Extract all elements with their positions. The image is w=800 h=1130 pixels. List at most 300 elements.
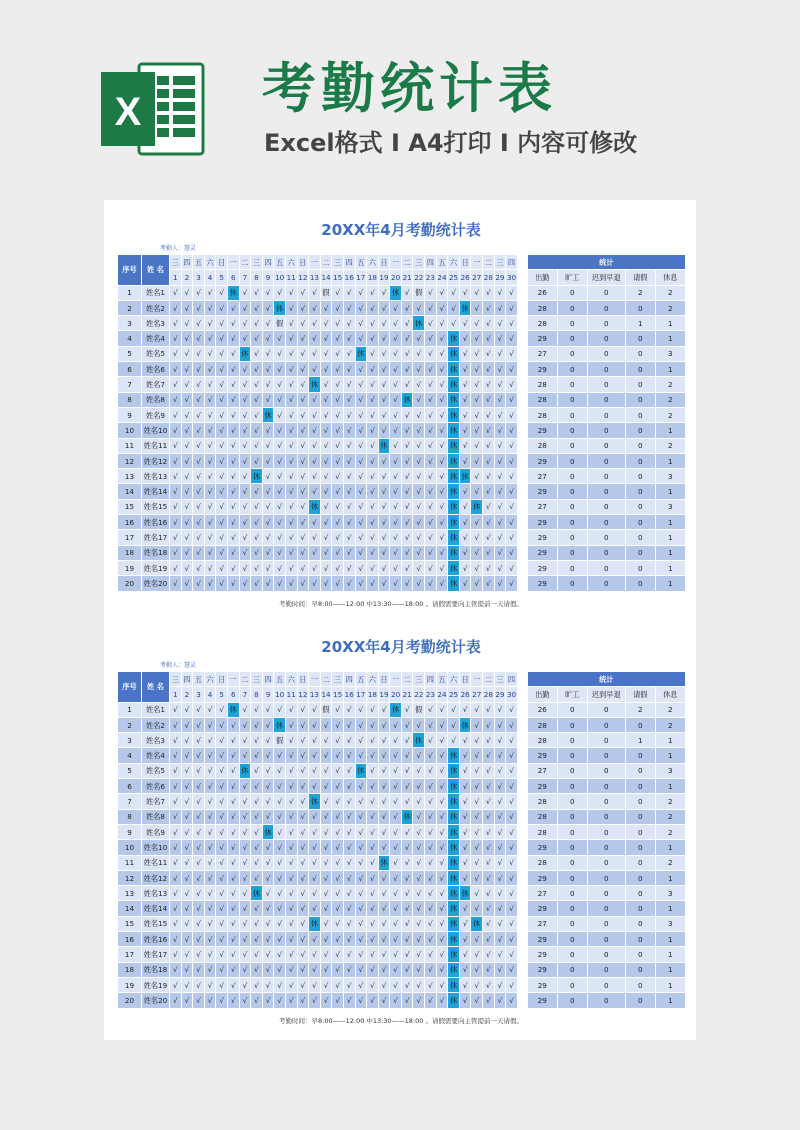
attendance-cell: √ [309, 840, 321, 855]
attendance-cell: √ [332, 702, 344, 717]
stat-cell: 0 [557, 702, 587, 717]
attendance-cell: √ [378, 545, 390, 560]
attendance-cell: √ [459, 560, 471, 575]
attendance-cell: √ [262, 977, 274, 992]
attendance-cell: √ [494, 809, 506, 824]
attendance-cell: √ [459, 392, 471, 407]
stat-cell: 0 [587, 870, 625, 885]
spacer [517, 916, 527, 931]
attendance-cell: √ [170, 362, 182, 377]
spacer [517, 285, 527, 300]
weekday-header: 一 [309, 672, 321, 687]
row-index: 12 [118, 453, 142, 468]
stat-cell: 0 [557, 453, 587, 468]
attendance-cell: 休 [309, 377, 321, 392]
attendance-cell: √ [378, 886, 390, 901]
attendance-cell: √ [343, 717, 355, 732]
attendance-cell: 休 [448, 947, 460, 962]
spacer [517, 346, 527, 361]
attendance-cell: √ [170, 423, 182, 438]
spacer [517, 407, 527, 422]
attendance-cell: √ [459, 962, 471, 977]
attendance-cell: √ [193, 560, 205, 575]
attendance-cell: √ [285, 545, 297, 560]
stat-cell: 28 [527, 794, 557, 809]
attendance-cell: √ [425, 576, 437, 591]
attendance-cell: √ [251, 285, 263, 300]
table-row [118, 499, 686, 514]
attendance-cell: √ [181, 285, 193, 300]
attendance-cell: √ [494, 870, 506, 885]
attendance-cell: √ [494, 702, 506, 717]
attendance-cell: √ [471, 886, 483, 901]
attendance-cell: √ [390, 901, 402, 916]
attendance-cell: √ [355, 316, 367, 331]
attendance-cell: √ [378, 362, 390, 377]
attendance-cell: √ [413, 717, 425, 732]
attendance-cell: √ [494, 779, 506, 794]
attendance-cell: √ [448, 733, 460, 748]
stat-cell: 0 [587, 515, 625, 530]
employee-name: 姓名3 [142, 316, 170, 331]
attendance-cell: √ [297, 316, 309, 331]
attendance-cell: √ [343, 407, 355, 422]
attendance-cell: √ [170, 453, 182, 468]
attendance-cell: √ [494, 392, 506, 407]
attendance-cell: √ [425, 423, 437, 438]
attendance-cell: √ [170, 377, 182, 392]
stat-cell: 0 [557, 962, 587, 977]
attendance-cell: √ [204, 377, 216, 392]
attendance-cell: √ [401, 932, 413, 947]
attendance-cell: √ [471, 794, 483, 809]
attendance-cell: √ [262, 545, 274, 560]
spacer [517, 545, 527, 560]
attendance-cell: √ [425, 484, 437, 499]
excel-logo-icon [101, 62, 205, 156]
day-number-header: 1 [170, 687, 182, 702]
day-number-header: 7 [239, 270, 251, 285]
stat-cell: 0 [587, 285, 625, 300]
attendance-cell: √ [378, 377, 390, 392]
attendance-cell: √ [181, 362, 193, 377]
row-index: 9 [118, 407, 142, 422]
attendance-cell: √ [413, 453, 425, 468]
attendance-cell: √ [367, 977, 379, 992]
stat-cell: 0 [557, 362, 587, 377]
day-number-header: 12 [297, 687, 309, 702]
attendance-cell: √ [378, 331, 390, 346]
attendance-cell: √ [227, 407, 239, 422]
stat-cell: 1 [655, 733, 685, 748]
attendance-cell: √ [378, 453, 390, 468]
attendance-cell: √ [320, 916, 332, 931]
attendance-cell: √ [204, 702, 216, 717]
attendance-cell: √ [274, 763, 286, 778]
stat-cell: 0 [557, 560, 587, 575]
stat-cell: 0 [625, 901, 655, 916]
attendance-cell: √ [251, 977, 263, 992]
attendance-cell: 休 [378, 438, 390, 453]
attendance-cell: √ [251, 901, 263, 916]
attendance-cell: √ [332, 717, 344, 732]
attendance-cell: √ [390, 515, 402, 530]
table-row [118, 824, 686, 839]
attendance-cell: √ [309, 576, 321, 591]
attendance-cell: 休 [262, 407, 274, 422]
spacer [517, 453, 527, 468]
weekday-header: 二 [320, 255, 332, 270]
stat-cell: 0 [625, 947, 655, 962]
attendance-cell: √ [378, 779, 390, 794]
stat-cell: 1 [655, 423, 685, 438]
attendance-cell: √ [285, 377, 297, 392]
attendance-cell: √ [436, 901, 448, 916]
attendance-cell: √ [401, 331, 413, 346]
attendance-cell: 休 [448, 901, 460, 916]
stat-cell: 29 [527, 515, 557, 530]
stat-cell: 0 [587, 977, 625, 992]
attendance-cell: √ [506, 362, 518, 377]
attendance-cell: √ [401, 840, 413, 855]
attendance-cell: √ [251, 855, 263, 870]
table-row [118, 947, 686, 962]
spacer [517, 362, 527, 377]
attendance-cell: √ [227, 392, 239, 407]
attendance-cell: √ [309, 453, 321, 468]
day-number-header: 22 [413, 270, 425, 285]
attendance-cell: √ [204, 362, 216, 377]
attendance-cell: √ [413, 469, 425, 484]
attendance-cell: √ [425, 377, 437, 392]
attendance-cell: √ [274, 809, 286, 824]
attendance-cell: √ [285, 870, 297, 885]
attendance-cell: √ [227, 794, 239, 809]
attendance-cell: √ [181, 809, 193, 824]
attendance-cell: √ [390, 840, 402, 855]
attendance-cell: √ [355, 392, 367, 407]
attendance-cell: √ [378, 499, 390, 514]
attendance-cell: √ [506, 469, 518, 484]
attendance-cell: √ [239, 576, 251, 591]
attendance-cell: √ [297, 763, 309, 778]
attendance-cell: √ [413, 962, 425, 977]
stat-cell: 0 [625, 794, 655, 809]
attendance-cell: √ [343, 346, 355, 361]
stat-cell: 1 [655, 993, 685, 1008]
row-index: 11 [118, 855, 142, 870]
weekday-header: 一 [390, 672, 402, 687]
attendance-cell: √ [483, 285, 495, 300]
attendance-cell: √ [297, 346, 309, 361]
attendance-cell: √ [216, 300, 228, 315]
attendance-cell: √ [401, 362, 413, 377]
attendance-cell: √ [367, 515, 379, 530]
attendance-cell: √ [285, 469, 297, 484]
day-number-header: 11 [285, 687, 297, 702]
attendance-cell: √ [170, 870, 182, 885]
attendance-cell: √ [378, 824, 390, 839]
attendance-cell: √ [274, 285, 286, 300]
attendance-cell: √ [170, 560, 182, 575]
attendance-cell: √ [216, 484, 228, 499]
attendance-cell: √ [309, 763, 321, 778]
attendance-cell: √ [297, 423, 309, 438]
table-row [118, 702, 686, 717]
attendance-cell: √ [413, 560, 425, 575]
attendance-cell: √ [285, 840, 297, 855]
attendance-cell: √ [181, 576, 193, 591]
attendance-cell: √ [170, 916, 182, 931]
day-number-header: 1 [170, 270, 182, 285]
attendance-cell: √ [483, 733, 495, 748]
stat-cell: 0 [625, 423, 655, 438]
attendance-cell: √ [297, 484, 309, 499]
attendance-cell: √ [251, 392, 263, 407]
spacer [517, 779, 527, 794]
attendance-cell: √ [506, 993, 518, 1008]
weekday-header: 二 [483, 255, 495, 270]
attendance-cell: √ [251, 438, 263, 453]
attendance-cell: √ [425, 499, 437, 514]
attendance-cell: √ [274, 993, 286, 1008]
stat-cell: 3 [655, 886, 685, 901]
page-title: 考勤统计表 [262, 57, 557, 120]
stat-cell: 0 [557, 824, 587, 839]
table-row [118, 362, 686, 377]
attendance-cell: √ [262, 993, 274, 1008]
table-row [118, 560, 686, 575]
attendance-cell: √ [262, 438, 274, 453]
stat-cell: 0 [557, 392, 587, 407]
attendance-cell: √ [274, 840, 286, 855]
attendance-cell: √ [332, 300, 344, 315]
attendance-cell: √ [262, 779, 274, 794]
stat-cell: 0 [625, 993, 655, 1008]
row-index: 20 [118, 576, 142, 591]
attendance-cell: √ [251, 702, 263, 717]
attendance-cell: √ [193, 484, 205, 499]
attendance-cell: √ [193, 346, 205, 361]
attendance-cell: √ [378, 962, 390, 977]
attendance-cell: √ [425, 733, 437, 748]
checker-label: 考勤人：慧灵 [160, 662, 197, 669]
attendance-cell: √ [459, 916, 471, 931]
attendance-cell: √ [390, 763, 402, 778]
weekday-header: 五 [274, 672, 286, 687]
attendance-cell: √ [413, 423, 425, 438]
stat-cell: 0 [557, 438, 587, 453]
stat-cell: 0 [557, 763, 587, 778]
attendance-cell: √ [320, 717, 332, 732]
day-number-header: 17 [355, 270, 367, 285]
attendance-cell: 休 [378, 855, 390, 870]
day-number-header: 13 [309, 687, 321, 702]
stat-label-header: 迟到早退 [587, 270, 625, 285]
attendance-cell: √ [181, 916, 193, 931]
day-number-header: 18 [367, 270, 379, 285]
employee-name: 姓名5 [142, 346, 170, 361]
attendance-cell: √ [297, 362, 309, 377]
spacer [517, 947, 527, 962]
attendance-cell: √ [320, 947, 332, 962]
attendance-cell: √ [367, 840, 379, 855]
attendance-cell: √ [413, 392, 425, 407]
spacer [517, 576, 527, 591]
attendance-cell: √ [216, 993, 228, 1008]
attendance-cell: √ [309, 932, 321, 947]
attendance-cell: √ [436, 499, 448, 514]
day-number-header: 3 [193, 687, 205, 702]
stat-cell: 27 [527, 916, 557, 931]
attendance-cell: 休 [448, 794, 460, 809]
stat-cell: 0 [625, 855, 655, 870]
attendance-cell: √ [506, 916, 518, 931]
attendance-cell: √ [355, 453, 367, 468]
employee-name: 姓名2 [142, 300, 170, 315]
spacer [517, 855, 527, 870]
attendance-cell: √ [506, 932, 518, 947]
stat-cell: 0 [587, 392, 625, 407]
stat-cell: 1 [655, 362, 685, 377]
attendance-cell: √ [274, 530, 286, 545]
attendance-cell: √ [343, 748, 355, 763]
attendance-cell: √ [401, 545, 413, 560]
attendance-cell: √ [378, 794, 390, 809]
stat-cell: 0 [587, 809, 625, 824]
attendance-cell: √ [239, 870, 251, 885]
attendance-cell: √ [320, 794, 332, 809]
attendance-cell: √ [413, 901, 425, 916]
attendance-cell: √ [471, 748, 483, 763]
attendance-cell: √ [262, 576, 274, 591]
attendance-cell: √ [459, 423, 471, 438]
attendance-cell: √ [262, 423, 274, 438]
weekday-header: 五 [436, 672, 448, 687]
attendance-cell: √ [239, 469, 251, 484]
attendance-cell: √ [181, 331, 193, 346]
attendance-cell: √ [216, 423, 228, 438]
stat-cell: 0 [557, 407, 587, 422]
attendance-cell: √ [332, 733, 344, 748]
weekday-header: 四 [262, 672, 274, 687]
attendance-cell: √ [170, 545, 182, 560]
attendance-cell: √ [413, 977, 425, 992]
day-number-header: 10 [274, 687, 286, 702]
attendance-cell: √ [227, 901, 239, 916]
attendance-cell: √ [239, 993, 251, 1008]
stat-cell: 0 [557, 331, 587, 346]
weekday-header: 一 [227, 255, 239, 270]
day-number-header: 18 [367, 687, 379, 702]
attendance-cell: √ [483, 932, 495, 947]
employee-name: 姓名3 [142, 733, 170, 748]
attendance-cell: √ [170, 779, 182, 794]
attendance-cell: √ [483, 809, 495, 824]
spacer [517, 377, 527, 392]
stat-cell: 0 [625, 717, 655, 732]
row-index: 15 [118, 916, 142, 931]
attendance-cell: √ [378, 870, 390, 885]
stat-cell: 0 [625, 962, 655, 977]
attendance-cell: √ [436, 932, 448, 947]
attendance-cell: √ [390, 932, 402, 947]
attendance-cell: √ [204, 962, 216, 977]
day-number-header: 5 [216, 687, 228, 702]
attendance-cell: √ [401, 316, 413, 331]
attendance-cell: √ [170, 794, 182, 809]
table-row [118, 331, 686, 346]
attendance-cell: √ [425, 530, 437, 545]
attendance-cell: √ [483, 484, 495, 499]
attendance-cell: 休 [274, 300, 286, 315]
attendance-cell: √ [483, 993, 495, 1008]
weekday-header: 四 [181, 672, 193, 687]
attendance-cell: √ [170, 469, 182, 484]
row-index: 10 [118, 840, 142, 855]
employee-name: 姓名4 [142, 331, 170, 346]
attendance-cell: √ [216, 870, 228, 885]
attendance-cell: √ [181, 407, 193, 422]
attendance-cell: √ [297, 438, 309, 453]
stat-cell: 2 [655, 285, 685, 300]
attendance-cell: 休 [448, 530, 460, 545]
employee-name: 姓名8 [142, 392, 170, 407]
attendance-cell: √ [367, 962, 379, 977]
spacer [517, 469, 527, 484]
attendance-cell: √ [320, 300, 332, 315]
attendance-cell: √ [401, 469, 413, 484]
stat-cell: 0 [587, 717, 625, 732]
attendance-cell: √ [227, 932, 239, 947]
stat-cell: 0 [587, 423, 625, 438]
attendance-cell: √ [355, 932, 367, 947]
attendance-cell: √ [216, 392, 228, 407]
attendance-cell: 休 [355, 346, 367, 361]
stat-cell: 0 [587, 530, 625, 545]
attendance-cell: √ [181, 499, 193, 514]
attendance-cell: √ [297, 901, 309, 916]
attendance-cell: √ [436, 545, 448, 560]
attendance-cell: √ [309, 484, 321, 499]
stat-cell: 3 [655, 916, 685, 931]
attendance-cell: √ [413, 407, 425, 422]
attendance-cell: √ [390, 499, 402, 514]
attendance-cell: √ [494, 840, 506, 855]
weekday-header: 三 [251, 672, 263, 687]
weekday-header: 四 [506, 255, 518, 270]
attendance-cell: √ [181, 993, 193, 1008]
attendance-cell: √ [459, 499, 471, 514]
attendance-cell: √ [413, 499, 425, 514]
attendance-cell: √ [413, 331, 425, 346]
attendance-cell: √ [193, 545, 205, 560]
attendance-cell: √ [494, 515, 506, 530]
stat-label-header: 出勤 [527, 270, 557, 285]
weekday-header: 二 [320, 672, 332, 687]
stat-cell: 0 [625, 916, 655, 931]
attendance-cell: √ [170, 901, 182, 916]
attendance-cell: √ [320, 779, 332, 794]
attendance-cell: √ [367, 794, 379, 809]
attendance-cell: √ [378, 901, 390, 916]
attendance-cell: √ [309, 316, 321, 331]
attendance-cell: √ [343, 453, 355, 468]
attendance-cell: √ [297, 560, 309, 575]
employee-name: 姓名6 [142, 779, 170, 794]
attendance-cell: √ [193, 748, 205, 763]
attendance-cell: √ [436, 438, 448, 453]
